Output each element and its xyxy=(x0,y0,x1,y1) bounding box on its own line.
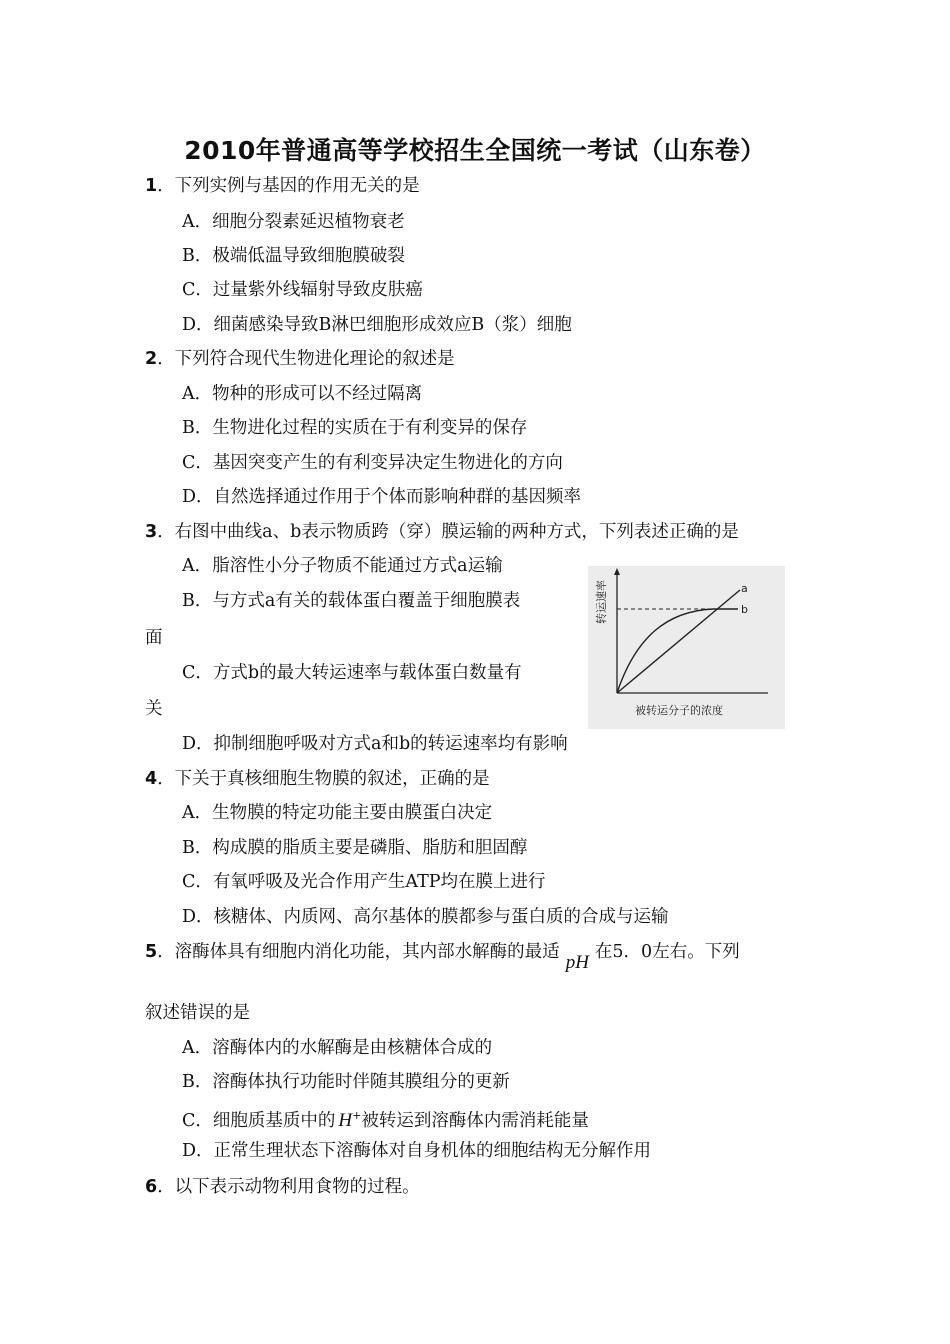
y-axis-arrow xyxy=(614,568,620,575)
curve-a xyxy=(617,590,740,693)
q5-option-c xyxy=(182,1105,589,1132)
q4-option-d: D．核糖体、内质网、高尔基体的膜都参与蛋白质的合成与运输 xyxy=(182,907,669,927)
question-6 xyxy=(145,1176,420,1198)
question-5 xyxy=(145,941,740,973)
question-number: 5 xyxy=(145,942,158,962)
question-number: 3 xyxy=(145,522,158,542)
question-stem-part-1: ．溶酶体具有细胞内消化功能，其内部水解酶的最适 xyxy=(157,942,560,962)
y-axis-label: 转运速率 xyxy=(595,580,608,624)
question-stem-part-2: 在5．0左右。下列 xyxy=(594,942,740,962)
q3-option-c-continued: 关 xyxy=(145,699,163,719)
question-2 xyxy=(145,348,455,370)
q3-option-d: D．抑制细胞呼吸对方式a和b的转运速率均有影响 xyxy=(182,734,568,754)
plus-superscript: + xyxy=(352,1109,362,1122)
hydrogen-ion-symbol: H xyxy=(338,1109,353,1131)
question-stem: ．下列实例与基因的作用无关的是 xyxy=(157,176,420,196)
q5-option-d: D．正常生理状态下溶酶体对自身机体的细胞结构无分解作用 xyxy=(182,1141,652,1161)
q2-option-b: B．生物进化过程的实质在于有利变异的保存 xyxy=(182,418,528,438)
question-number: 6 xyxy=(145,1177,158,1197)
q2-option-c: C．基因突变产生的有利变异决定生物进化的方向 xyxy=(182,453,563,473)
ph-symbol: pH xyxy=(565,952,589,973)
q5-option-b: B．溶酶体执行功能时伴随其膜组分的更新 xyxy=(182,1072,510,1092)
q3-option-c: C．方式b的最大转运速率与载体蛋白数量有 xyxy=(182,663,522,683)
q3-option-b: B．与方式a有关的载体蛋白覆盖于细胞膜表 xyxy=(182,591,521,611)
x-axis-label: 被转运分子的浓度 xyxy=(635,704,723,717)
question-1 xyxy=(145,175,420,197)
q5-option-a: A．溶酶体内的水解酶是由核糖体合成的 xyxy=(182,1038,493,1058)
question-stem: ．下关于真核细胞生物膜的叙述，正确的是 xyxy=(157,769,490,789)
question-number: 4 xyxy=(145,769,158,789)
q1-option-d: D．细菌感染导致B淋巴细胞形成效应B（浆）细胞 xyxy=(182,315,572,335)
question-number: 1 xyxy=(145,176,158,196)
question-4 xyxy=(145,768,490,790)
q5-stem-continued: 叙述错误的是 xyxy=(145,1003,250,1023)
question-stem: ．下列符合现代生物进化理论的叙述是 xyxy=(157,349,455,369)
question-stem: ．以下表示动物利用食物的过程。 xyxy=(157,1177,420,1197)
q4-option-a: A．生物膜的特定功能主要由膜蛋白决定 xyxy=(182,803,493,823)
page-title: 2010年普通高等学校招生全国统一考试（山东卷） xyxy=(184,136,766,165)
q1-option-b: B．极端低温导致细胞膜破裂 xyxy=(182,246,405,266)
q3-option-a: A．脂溶性小分子物质不能通过方式a运输 xyxy=(182,556,503,576)
q4-option-c: C．有氧呼吸及光合作用产生ATP均在膜上进行 xyxy=(182,872,546,892)
q5-option-c-part-2: 被转运到溶酶体内需消耗能量 xyxy=(361,1110,589,1131)
q2-option-a: A．物种的形成可以不经过隔离 xyxy=(182,384,423,404)
q1-option-a: A．细胞分裂素延迟植物衰老 xyxy=(182,212,405,232)
question-3 xyxy=(145,521,739,543)
curve-b xyxy=(617,609,738,693)
q5-option-c-part-1: C．细胞质基质中的 xyxy=(182,1110,336,1131)
curve-b-label: b xyxy=(741,603,748,616)
q4-option-b: B．构成膜的脂质主要是磷脂、脂肪和胆固醇 xyxy=(182,838,528,858)
q3-option-b-continued: 面 xyxy=(145,628,163,648)
q2-option-d: D．自然选择通过作用于个体而影响种群的基因频率 xyxy=(182,487,582,507)
q1-option-c: C．过量紫外线辐射导致皮肤癌 xyxy=(182,280,423,300)
transport-rate-figure xyxy=(588,566,785,729)
question-stem: ．右图中曲线a、b表示物质跨（穿）膜运输的两种方式，下列表述正确的是 xyxy=(157,522,739,542)
question-number: 2 xyxy=(145,349,158,369)
curve-a-label: a xyxy=(741,582,748,595)
